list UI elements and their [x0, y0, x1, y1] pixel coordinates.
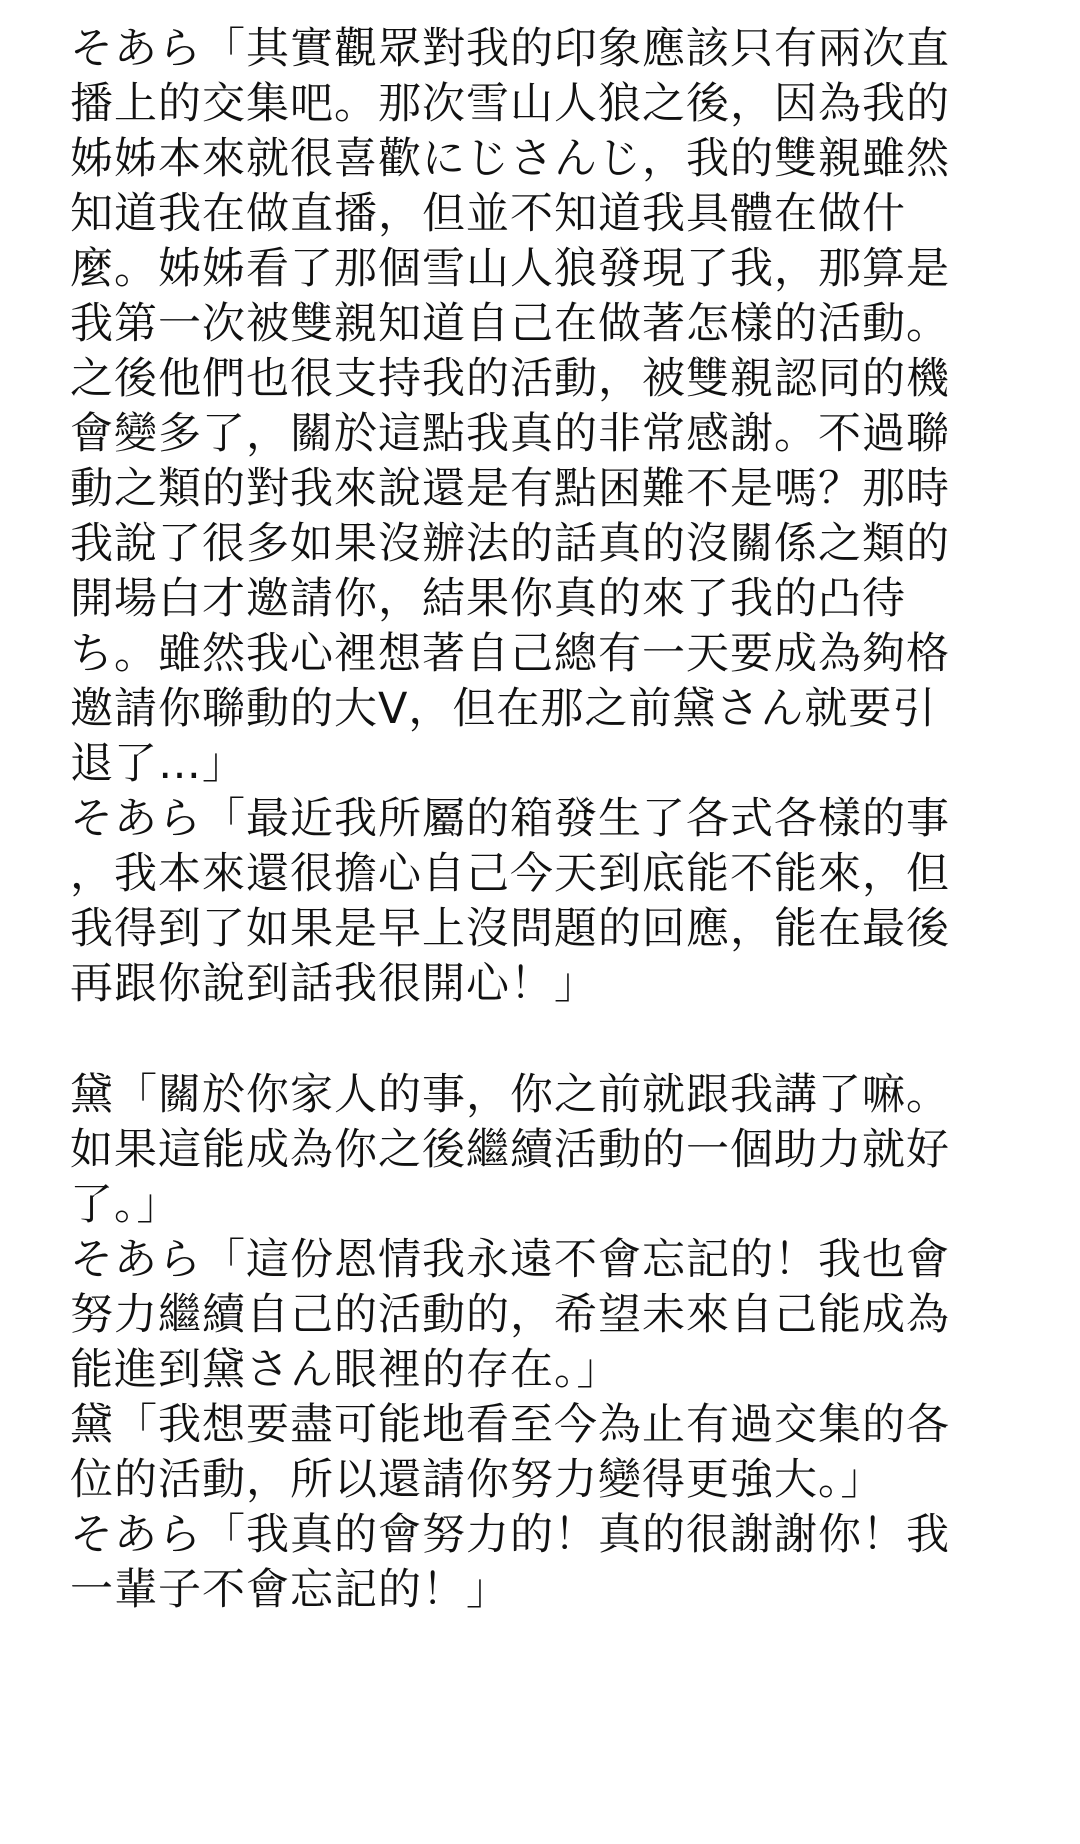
- text-line: そあら「這份恩情我永遠不會忘記的！我也會: [70, 1235, 950, 1285]
- text-line: 之後他們也很支持我的活動，被雙親認同的機: [70, 354, 950, 404]
- text-line: 邀請你聯動的大V，但在那之前黛さん就要引: [70, 684, 937, 734]
- text-line: 我第一次被雙親知道自己在做著怎樣的活動。: [70, 299, 950, 349]
- text-line: 開場白才邀請你，結果你真的來了我的凸待: [70, 574, 906, 624]
- paragraph-mayuzumi-1: [70, 1068, 1080, 1233]
- text-line: 了。」: [70, 1180, 181, 1230]
- text-line: そあら「最近我所屬的箱發生了各式各樣的事: [70, 794, 950, 844]
- text-line: そあら「我真的會努力的！真的很謝謝你！我: [70, 1510, 950, 1560]
- text-line: 再跟你說到話我很開心！」: [70, 959, 598, 1009]
- text-line: ち。雖然我心裡想著自己總有一天要成為夠格: [70, 629, 950, 679]
- text-line: 會變多了，關於這點我真的非常感謝。不過聯: [70, 409, 950, 459]
- paragraph-mayuzumi-2: [70, 1398, 1080, 1508]
- text-line: 我得到了如果是早上沒問題的回應，能在最後: [70, 904, 950, 954]
- paragraph-soara-2: [70, 792, 1080, 1012]
- text-line: 動之類的對我來說還是有點困難不是嗎？那時: [70, 464, 950, 514]
- text-line: 黛「關於你家人的事，你之前就跟我講了嘛。: [70, 1070, 950, 1120]
- text-line: 能進到黛さん眼裡的存在。」: [70, 1345, 621, 1395]
- text-line: ，我本來還很擔心自己今天到底能不能來，但: [70, 849, 950, 899]
- text-line: 如果這能成為你之後繼續活動的一個助力就好: [70, 1125, 950, 1175]
- text-line: 麼。姊姊看了那個雪山人狼發現了我，那算是: [70, 244, 950, 294]
- text-line: 位的活動，所以還請你努力變得更強大。」: [70, 1455, 885, 1505]
- paragraph-soara-4: [70, 1508, 1080, 1618]
- text-line: 姊姊本來就很喜歡にじさんじ，我的雙親雖然: [70, 134, 950, 184]
- text-line: 知道我在做直播，但並不知道我具體在做什: [70, 189, 906, 239]
- text-line: 我說了很多如果沒辦法的話真的沒關係之類的: [70, 519, 950, 569]
- paragraph-soara-1: [70, 22, 1080, 792]
- text-line: 退了…」: [70, 739, 246, 789]
- text-line: そあら「其實觀眾對我的印象應該只有兩次直: [70, 24, 950, 74]
- text-line: 一輩子不會忘記的！」: [70, 1565, 510, 1615]
- text-line: 黛「我想要盡可能地看至今為止有過交集的各: [70, 1400, 950, 1450]
- text-line: 播上的交集吧。那次雪山人狼之後，因為我的: [70, 79, 950, 129]
- text-line: 努力繼續自己的活動的，希望未來自己能成為: [70, 1290, 950, 1340]
- blank-line-spacer: [70, 1012, 1080, 1068]
- paragraph-soara-3: [70, 1233, 1080, 1398]
